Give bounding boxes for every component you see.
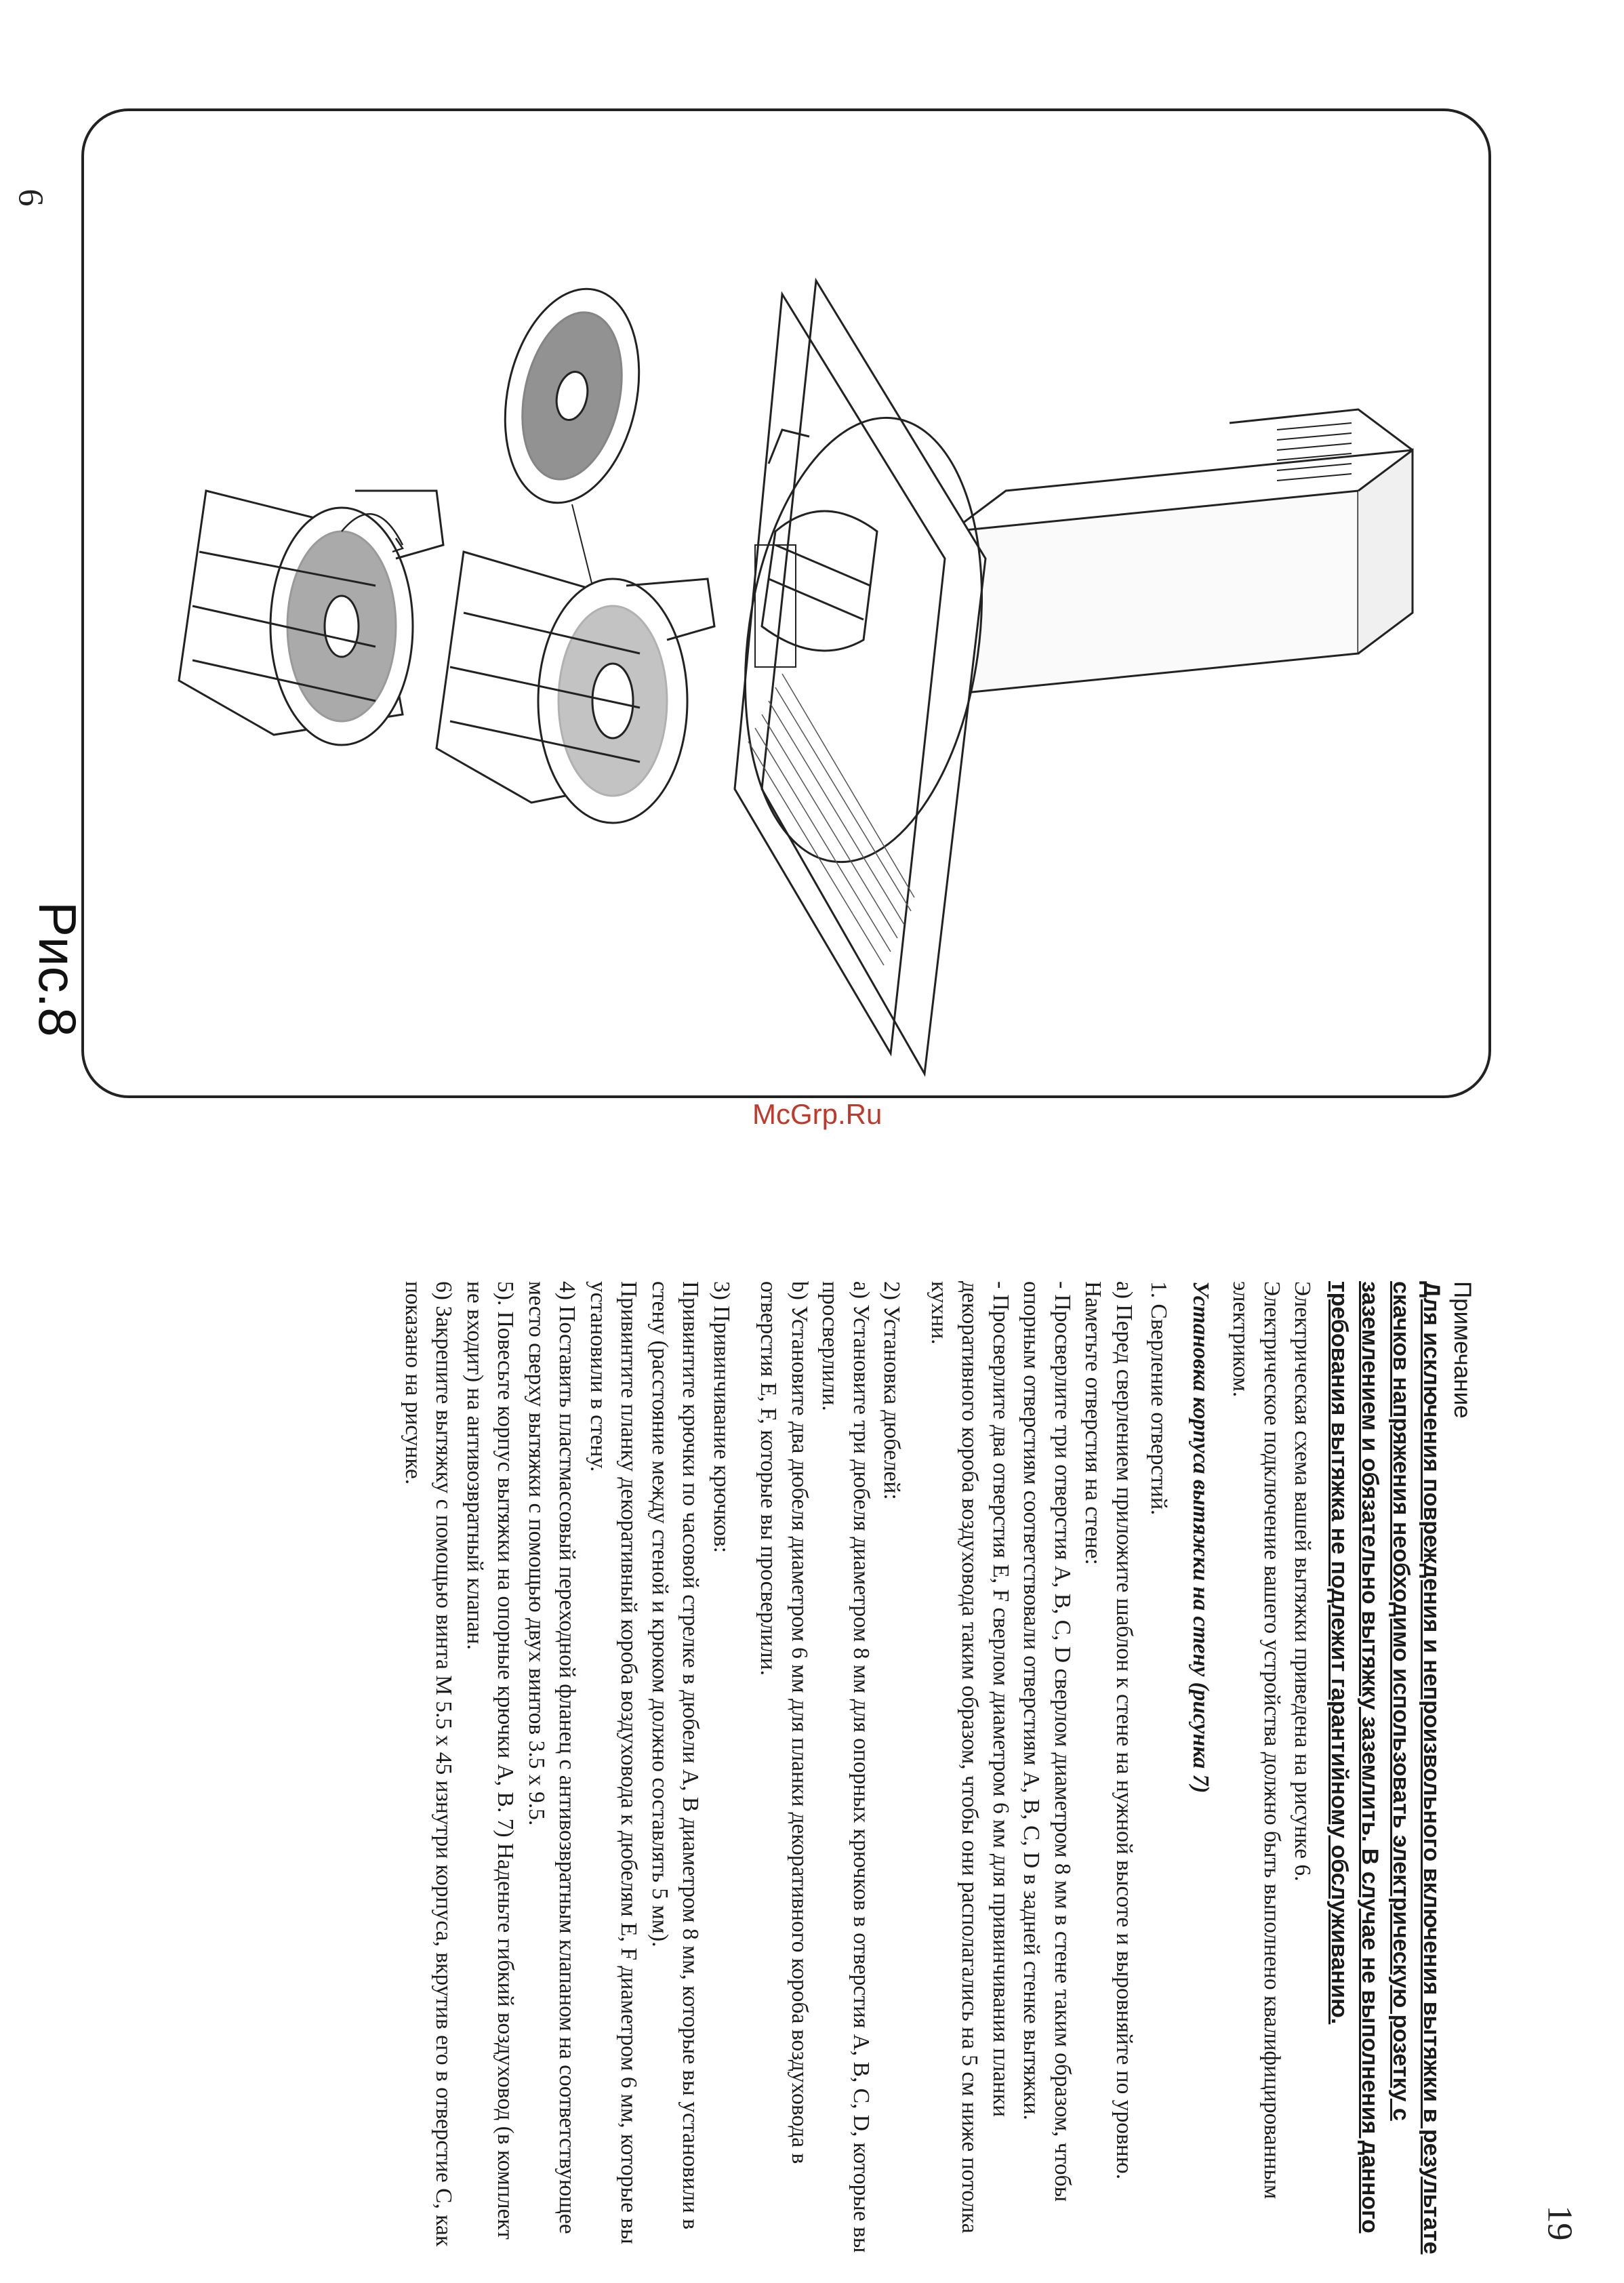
- drill-a: а) Перед сверлением приложите шаблон к стене на нужной высоте и выровняйте по уровню. Наметьте отверстия на стене:: [1080, 1281, 1137, 2180]
- page-number-bottom: 19: [1540, 2205, 1579, 2241]
- note-heading: Примечание: [1449, 1281, 1476, 1419]
- lower-motor: [437, 552, 714, 823]
- hook-2: Привинтите планку декоративный короба воздуховода к дюбелям E, F диаметром 6 мм, которые вы установили в стену.: [586, 1281, 642, 2244]
- drill-c: - Просверлите два отверстия E, F сверлом диаметром 6 мм для привинчивания планки декоративного короба воздуховода таким образом, чтобы они располагались на 5 см ниже потолка кухни.: [927, 1281, 1013, 2234]
- install-title: Установка корпуса вытяжки на стену (рисунка 7): [1188, 1281, 1213, 1794]
- dowel-heading: 2) Установка дюбелей:: [879, 1281, 905, 1500]
- note-body: Для исключения повреждения и непроизвольного включения вытяжки в результате скачков напряжения необходимо использовать электрическую розетку с заземлением и обязательно вытяжку заземлить. В случае не выполнения данного требования вытяжка не подлежит гарантийному обслуживанию.: [1326, 1281, 1445, 2255]
- step-5: 5). Повесьте корпус вытяжки на опорные крючки A, B. 7) Наденьте гибкий воздуховод (в комплект не входит) на антивозвратный клапан.: [462, 1281, 519, 2240]
- figure-caption: Рис.8: [28, 902, 87, 1037]
- electrical-line-1: Электрическая схема вашей вытяжки приведена на рисунке 6.: [1290, 1281, 1316, 1882]
- watermark: McGrp.Ru: [752, 1098, 882, 1130]
- electrical-line-2: Электрическое подключение вашего устройства должно быть выполнено квалифицированным электриком.: [1228, 1281, 1284, 2200]
- hood-body: [718, 281, 1009, 1074]
- step-4: 4) Поставить пластмассовый переходной фланец с антивозвратным клапаном на соответствующее место сверху вытяжки с помощью двух винтов 3.5 х 9.5.: [524, 1281, 580, 2234]
- dowel-a: а) Установите три дюбеля диаметром 8 мм для опорных крючков в отверстия A, B, C, D, которые вы просверлили.: [817, 1281, 874, 2253]
- upper-motor: [179, 491, 443, 745]
- figure-frame: [81, 108, 1491, 1098]
- hook-1: Привинтите крючки по часовой стрелке в дюбели A, B диаметром 8 мм, которые вы установили в стену (расстояние между стеной и крюком должно составлять 5 мм).: [647, 1281, 704, 2230]
- page-number-top: 6: [11, 188, 50, 207]
- dowel-b: b) Установите два дюбеля диаметром 6 мм для планки декоративного короба воздуховода в отверстия E, F, которые вы просверлили.: [756, 1281, 812, 2164]
- chimney-column: [952, 409, 1413, 694]
- hood-exploded-illustration: [84, 111, 1494, 1101]
- drill-heading: 1. Сверление отверстий.: [1146, 1281, 1172, 1516]
- hook-heading: 3) Привинчивание крючков:: [709, 1281, 734, 1554]
- step-6: 6) Закрепите вытяжку с помощью винта M 5.5 х 45 изнутри корпуса, вкрутив его в отверстие C, как показано на рисунке.: [401, 1281, 457, 2247]
- drill-b: - Просверлите три отверстия A, B, C, D сверлом диаметром 8 мм в стене таким образом, чтобы опорным отверстиям соответствовали отверстиям A, B, C, D в задней стенке вытяжки.: [1019, 1281, 1075, 2202]
- instruction-text: [61, 1281, 1478, 2257]
